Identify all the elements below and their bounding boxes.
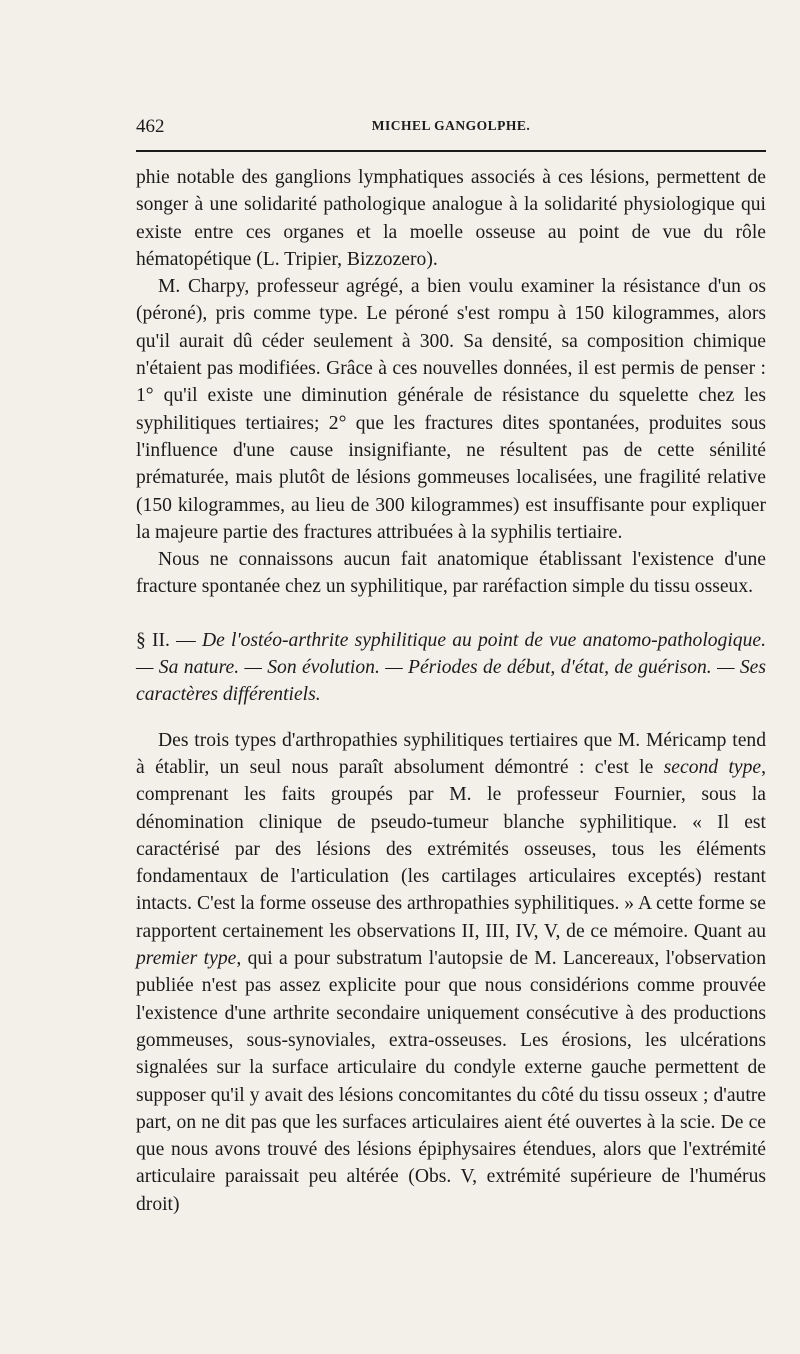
paragraph-charpy: M. Charpy, professeur agrégé, a bien voulu examiner la résistance d'un os (péroné), pris comme type. Le péroné s'est rompu à 150 kilogrammes, alors qu'il aurait dû céder seulement à 300. Sa densité, sa composition chimique n'étaient pas modifiées. Grâce à ces nouvelles données, il est permis de penser : 1° qu'il existe une diminution générale de résistance du squelette chez les syphilitiques tertiaires; 2° que les fractures dites spontanées, produites sous l'influence d'une cause insignifiante, ne résultent pas de cette sénilité prématurée, mais plutôt de lésions gommeuses localisées, une fragilité relative (150 kilogrammes, au lieu de 300 kilogrammes) est insuffisante pour expliquer la majeure partie des fractures attribuées à la syphilis tertiaire.: [136, 276, 766, 543]
p4-first-type: premier type: [136, 948, 237, 970]
page-number: 462: [136, 116, 165, 137]
p4-second-type: second type: [663, 756, 762, 778]
p4-part-a: Des trois types d'arthropathies syphilitiques tertiaires que M. Méricamp tend à établir, un seul nous paraît absolument démontré : c'est le: [136, 729, 766, 778]
section-prefix: § II. —: [136, 629, 202, 651]
paragraph-fracture: Nous ne connaissons aucun fait anatomique établissant l'existence d'une fracture spontanée chez un syphilitique, par raréfaction simple du tissu osseux.: [136, 549, 766, 598]
paragraph-continuation: phie notable des ganglions lymphatiques associés à ces lésions, permettent de songer à une solidarité pathologique analogue à la solidarité physiologique qui existe entre ces organes et la moelle osseuse au point de vue du rôle hématopétique (L. Tripier, Bizzozero).: [136, 167, 766, 270]
p4-part-e: , qui a pour substratum l'autopsie de M. Lancereaux, l'observation publiée n'est pas assez explicite pour que nous considérions comme prouvée l'existence d'une arthrite secondaire uniquement consécutive à des productions gommeuses, sous-synoviales, extra-osseuses. Les érosions, les ulcérations signalées sur la surface articulaire du condyle externe gauche permettent de supposer qu'il y avait des lésions concomitantes du côté du tissu osseux ; d'autre part, on ne dit pas que les surfaces articulaires aient été ouvertes à la scie. De ce que nous avons trouvé des lésions épiphysaires étendues, alors que l'extrémité articulaire paraissait peu altérée (Obs. V, extrémité supérieure de l'humérus droit): [136, 948, 766, 1215]
paragraph-types: [136, 727, 766, 1218]
header-rule: [136, 150, 766, 152]
section-heading: [136, 627, 766, 709]
section-title: De l'ostéo-arthrite syphilitique au point de vue anatomo-pathologique. — Sa nature. — Son évolution. — Périodes de début, d'état, de guérison. — Ses caractères différentiels.: [136, 629, 766, 706]
p4-part-c: , comprenant les faits groupés par M. le professeur Fournier, sous la dénomination clinique de pseudo-tumeur blanche syphilitique. « Il est caractérisé par des lésions des extrémités osseuses, tous les éléments fondamentaux de l'articulation (les cartilages articulaires exceptés) restant intacts. C'est la forme osseuse des arthropathies syphilitiques. » A cette forme se rapportent certainement les observations II, III, IV, V, de ce mémoire. Quant au: [136, 756, 766, 942]
body-text: [136, 164, 766, 1218]
running-head: MICHEL GANGOLPHE.: [371, 118, 531, 133]
page-header: [136, 116, 766, 140]
